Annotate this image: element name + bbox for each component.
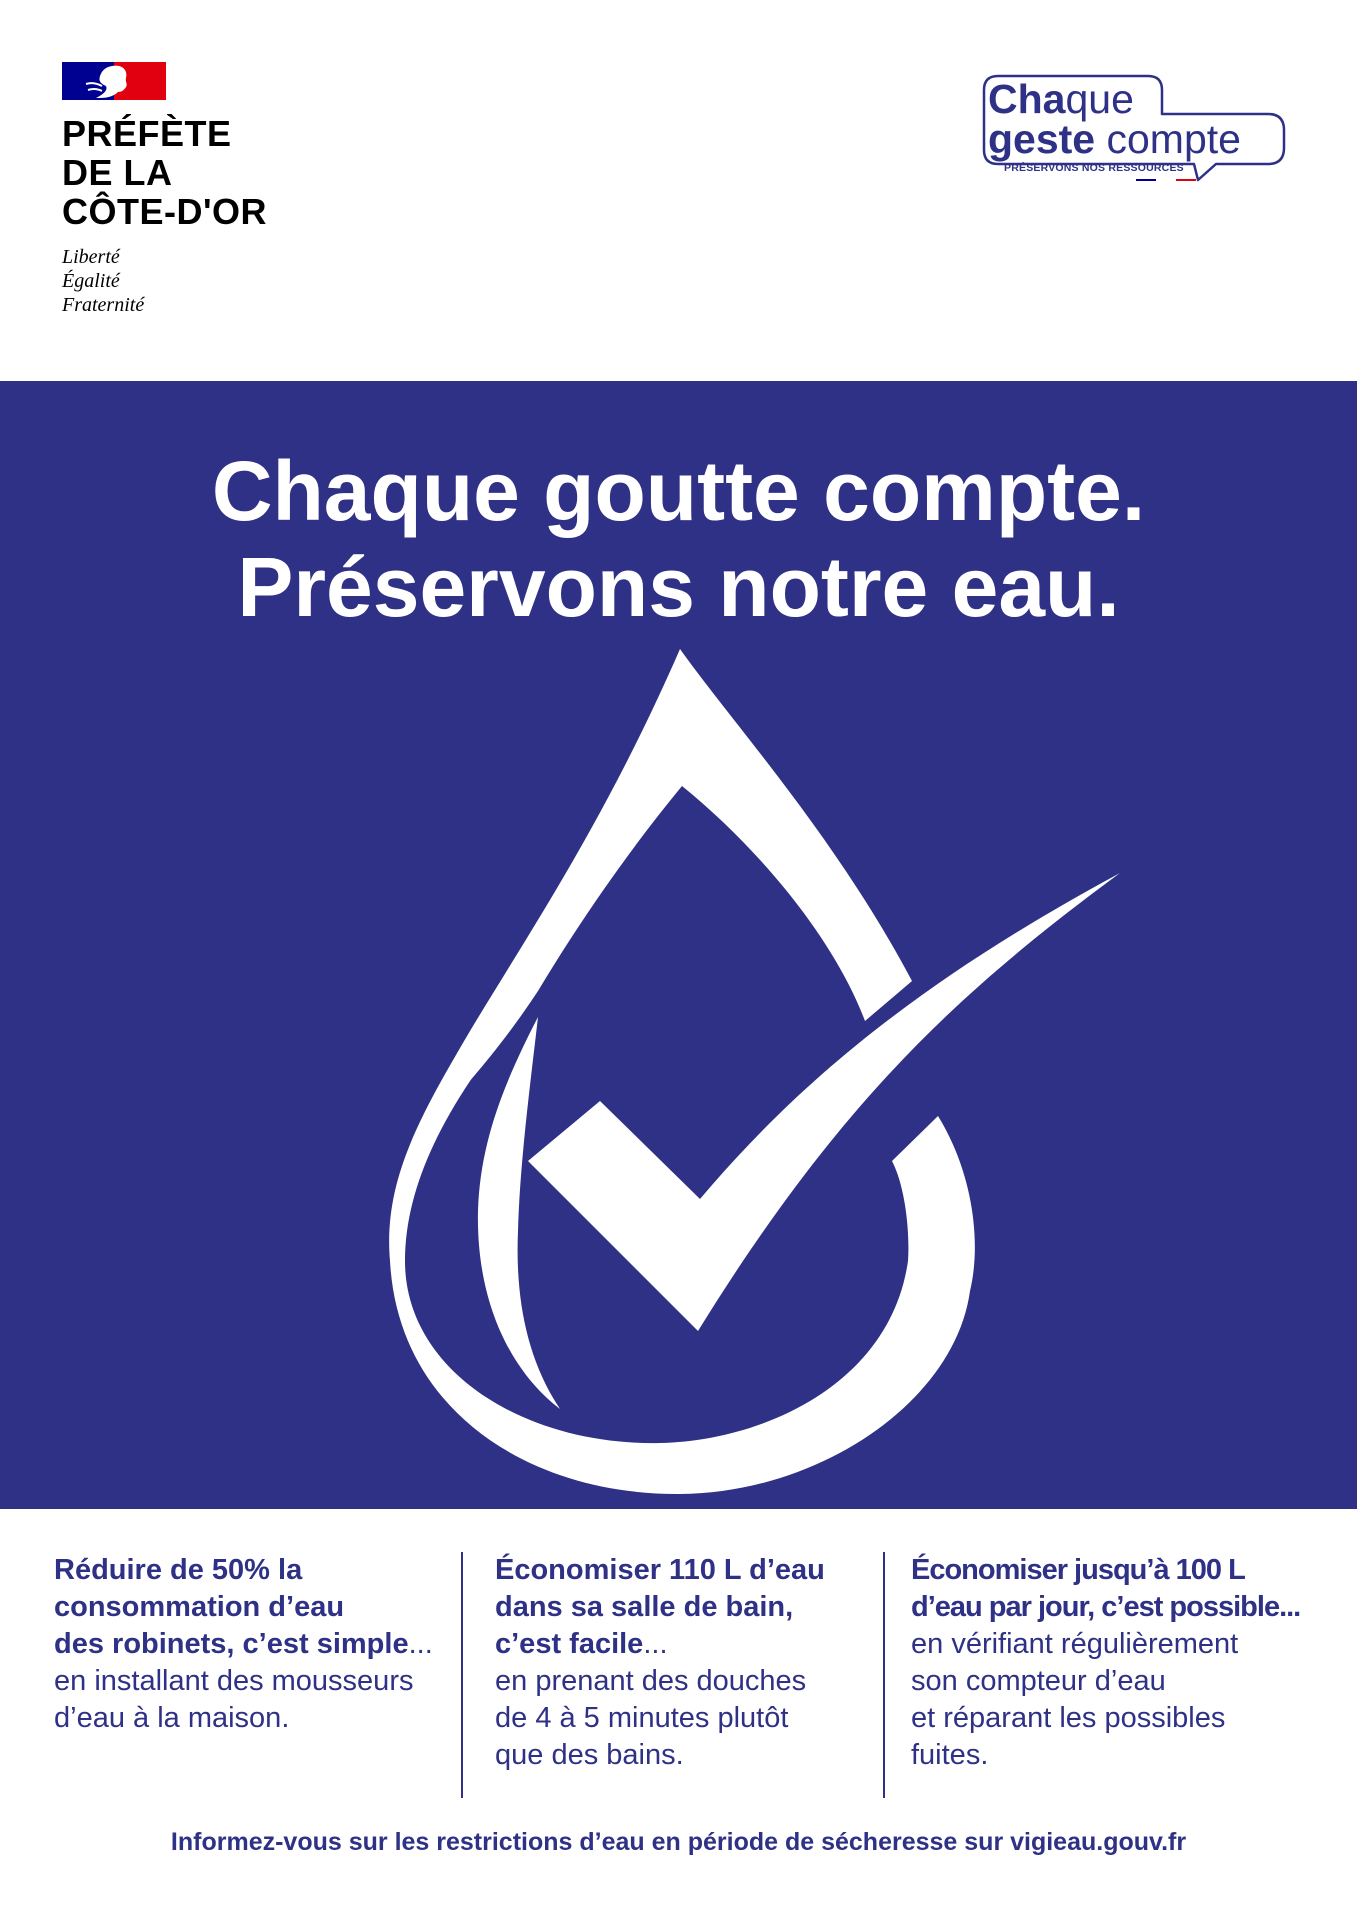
hero-panel [0, 381, 1357, 1509]
marianne-flag-logo [62, 62, 166, 100]
logo-line-1: Chaque [988, 76, 1134, 122]
tip-text-line: et réparant les possibles [911, 1702, 1226, 1734]
prefecture-title-line: PRÉFÈTE [62, 113, 232, 154]
tip-heading-line: dans sa salle de bain, [495, 1591, 794, 1623]
motto-line: Égalité [62, 270, 120, 292]
headline-line: Chaque goutte compte. [211, 444, 1146, 538]
tip-text-line: en vérifiant régulièrement [911, 1628, 1239, 1660]
marianne-block [62, 62, 322, 317]
tip-text-line: d’eau à la maison. [54, 1702, 290, 1734]
prefecture-title-line: CÔTE-D'OR [62, 191, 268, 232]
headline-line: Préservons notre eau. [237, 540, 1120, 634]
tip-heading-line: Économiser 110 L d’eau [495, 1554, 825, 1586]
tip-text-line: que des bains. [495, 1739, 684, 1771]
header [0, 0, 1357, 380]
tip-card [54, 1552, 454, 1737]
prefecture-title [62, 114, 322, 231]
tip-heading-line: des robinets, c’est simple... [54, 1628, 433, 1660]
logo-line-2: geste compte [988, 116, 1241, 162]
prefecture-title-line: DE LA [62, 152, 173, 193]
logo-subtitle: PRÉSERVONS NOS RESSOURCES [1004, 162, 1184, 174]
tip-card [911, 1552, 1331, 1774]
tip-heading-line: consommation d’eau [54, 1591, 345, 1623]
tips-section [0, 1552, 1357, 1797]
logo-tricolor-bar [1136, 179, 1196, 181]
column-divider [461, 1552, 463, 1798]
motto-line: Liberté [62, 246, 120, 268]
tip-card [495, 1552, 895, 1774]
footer-info: Informez-vous sur les restrictions d’eau en période de sécheresse sur vigieau.gouv.fr [170, 1828, 1187, 1856]
column-divider [883, 1552, 885, 1798]
tip-heading-line: Réduire de 50% la [54, 1554, 303, 1586]
tip-heading-line: c’est facile... [495, 1628, 668, 1660]
tip-text-line: en installant des mousseurs [54, 1665, 414, 1697]
chaque-geste-compte-logo [968, 70, 1298, 190]
marianne-profile-icon [82, 62, 146, 100]
water-drop-check-icon [0, 381, 1357, 1509]
motto-line: Fraternité [62, 294, 145, 316]
tip-text-line: de 4 à 5 minutes plutôt [495, 1702, 789, 1734]
republic-motto [62, 245, 322, 317]
tip-text-line: en prenant des douches [495, 1665, 807, 1697]
tip-heading-line: Économiser jusqu’à 100 L [911, 1554, 1245, 1586]
tip-text-line: fuites. [911, 1739, 989, 1771]
tip-text-line: son compteur d’eau [911, 1665, 1166, 1697]
tip-heading-line: d’eau par jour, c’est possible... [911, 1591, 1301, 1623]
